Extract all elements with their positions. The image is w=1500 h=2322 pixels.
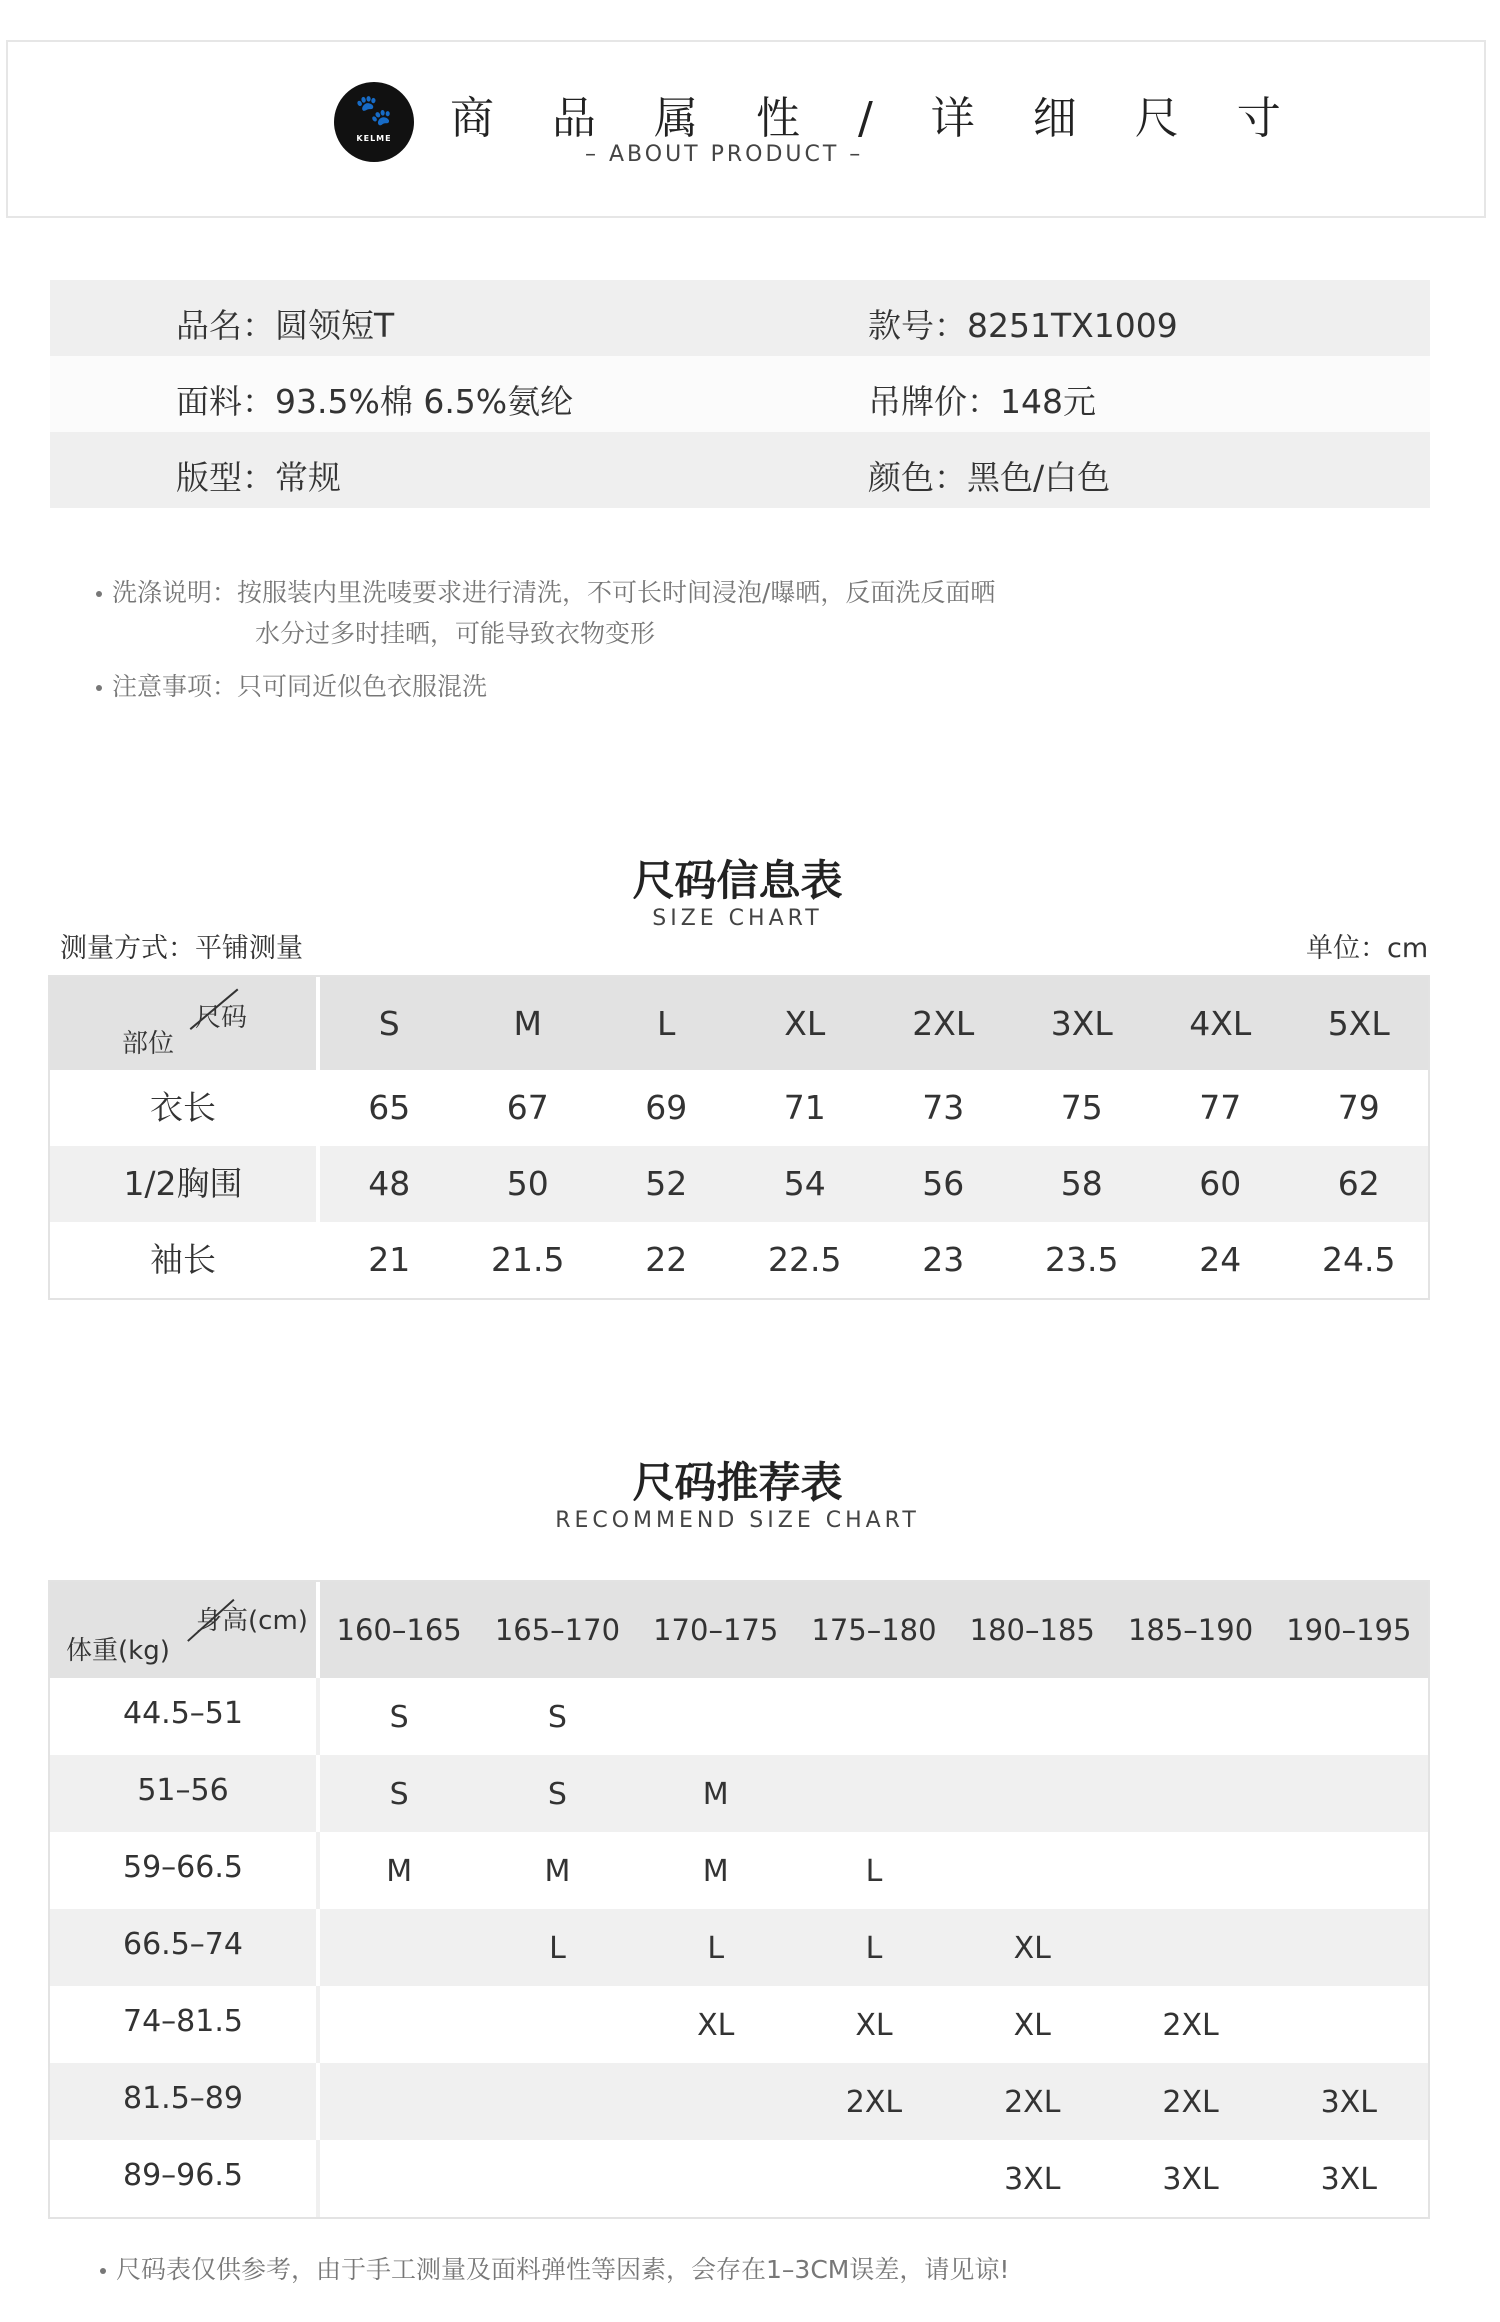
height-header: 190–195	[1286, 1613, 1412, 1647]
recommended-size-cell: S	[389, 1777, 409, 1812]
recommend-table	[48, 1580, 1430, 2219]
recommended-size-cell: 2XL	[1162, 2085, 1219, 2120]
size-value-cell: 23.5	[1045, 1240, 1119, 1279]
recommended-size-cell	[795, 1678, 953, 1755]
recommended-size-cell: L	[707, 1931, 725, 1966]
size-value-cell: 23	[922, 1240, 965, 1279]
recommended-size-cell	[320, 1986, 478, 2063]
size-value-cell: 24	[1199, 1240, 1242, 1279]
recommended-size-cell: 2XL	[1162, 2008, 1219, 2043]
attribute-price: 吊牌价：148元	[868, 382, 1096, 421]
recommended-size-cell	[320, 2063, 478, 2140]
recommended-size-cell: XL	[855, 2008, 893, 2043]
size-value-cell: 54	[783, 1164, 826, 1203]
recommended-size-cell	[637, 1678, 795, 1755]
recommend-table-row	[50, 2063, 1428, 2140]
page-subtitle: – ABOUT PRODUCT –	[585, 142, 864, 167]
recommended-size-cell: L	[865, 1931, 883, 1966]
weight-row-label: 66.5–74	[50, 1909, 320, 1986]
recommended-size-cell	[637, 2063, 795, 2140]
recommended-size-cell	[953, 1755, 1111, 1832]
recommended-size-cell: XL	[1013, 2008, 1051, 2043]
recommended-size-cell	[478, 2140, 636, 2217]
size-value-cell: 21.5	[491, 1240, 565, 1279]
wash-note	[96, 573, 995, 609]
recommended-size-cell: XL	[697, 2008, 735, 2043]
recommended-size-cell	[1111, 1832, 1269, 1909]
recommended-size-cell: 2XL	[845, 2085, 903, 2120]
bullet-icon	[96, 685, 102, 691]
size-header-5xl: 5XL	[1327, 1004, 1390, 1043]
weight-row-label: 51–56	[50, 1755, 320, 1832]
attribute-row	[50, 432, 1430, 508]
recommend-table-corner	[50, 1582, 320, 1678]
attribute-style-number: 款号：8251TX1009	[868, 306, 1178, 345]
recommended-size-cell: 3XL	[1320, 2085, 1377, 2120]
size-value-cell: 22	[645, 1240, 688, 1279]
recommended-size-cell	[1270, 1678, 1428, 1755]
page-title: 商 品 属 性 / 详 细 尺 寸	[450, 93, 1303, 144]
unit-label: 单位：cm	[1306, 933, 1429, 964]
weight-row-label: 44.5–51	[50, 1678, 320, 1755]
size-value-cell: 60	[1199, 1164, 1242, 1203]
size-value-cell: 67	[506, 1088, 549, 1127]
measure-method: 测量方式：平铺测量	[60, 933, 303, 964]
recommended-size-cell	[478, 1986, 636, 2063]
recommended-size-cell: L	[549, 1931, 566, 1966]
recommend-table-row	[50, 1909, 1428, 1986]
recommend-chart-title: 尺码推荐表	[632, 1458, 843, 1507]
recommended-size-cell	[795, 2140, 953, 2217]
size-row-label: 衣长	[50, 1070, 320, 1146]
size-value-cell: 50	[506, 1164, 549, 1203]
logo-brand-text: KELME	[356, 134, 392, 143]
size-value-cell: 56	[922, 1164, 965, 1203]
size-value-cell: 69	[645, 1088, 688, 1127]
size-row-label: 袖长	[50, 1222, 320, 1298]
size-table-row	[50, 1146, 1428, 1222]
recommend-table-header	[50, 1582, 1428, 1678]
size-value-cell: 58	[1060, 1164, 1103, 1203]
size-header-4xl: 4XL	[1189, 1004, 1252, 1043]
weight-row-label: 89–96.5	[50, 2140, 320, 2217]
recommended-size-cell: S	[547, 1700, 567, 1735]
recommended-size-cell: M	[702, 1777, 729, 1812]
size-value-cell: 77	[1199, 1088, 1242, 1127]
recommended-size-cell	[795, 1755, 953, 1832]
corner-part-label: 部位	[122, 1029, 175, 1059]
size-value-cell: 62	[1337, 1164, 1380, 1203]
size-table	[48, 975, 1430, 1300]
recommended-size-cell: M	[386, 1854, 413, 1889]
recommended-size-cell: S	[547, 1777, 567, 1812]
recommended-size-cell	[1270, 1909, 1428, 1986]
size-value-cell: 48	[368, 1164, 411, 1203]
recommended-size-cell	[637, 2140, 795, 2217]
attribute-color: 颜色：黑色/白色	[868, 458, 1111, 497]
caution-note	[96, 667, 487, 703]
size-table-corner	[50, 977, 320, 1070]
attribute-fabric: 面料：93.5%棉 6.5%氨纶	[176, 382, 574, 421]
size-header-xl: XL	[784, 1004, 826, 1043]
weight-row-label: 81.5–89	[50, 2063, 320, 2140]
size-value-cell: 79	[1337, 1088, 1380, 1127]
attribute-row	[50, 280, 1430, 356]
recommended-size-cell	[1270, 1832, 1428, 1909]
height-header: 165–170	[494, 1613, 621, 1647]
recommended-size-cell	[1111, 1909, 1269, 1986]
bullet-icon	[96, 591, 102, 597]
size-value-cell: 52	[645, 1164, 688, 1203]
size-value-cell: 71	[783, 1088, 826, 1127]
recommended-size-cell: M	[702, 1854, 729, 1889]
recommended-size-cell	[320, 2140, 478, 2217]
recommend-table-row	[50, 1755, 1428, 1832]
recommended-size-cell	[953, 1832, 1111, 1909]
recommend-chart-subtitle: RECOMMEND SIZE CHART	[555, 1508, 920, 1533]
corner-size-label: 尺码	[195, 1003, 248, 1033]
wash-note-line1: 洗涤说明：按服装内里洗唛要求进行清洗，不可长时间浸泡/曝晒，反面洗反面晒	[112, 578, 996, 607]
size-value-cell: 21	[368, 1240, 411, 1279]
attribute-fit: 版型：常规	[176, 458, 341, 497]
size-table-header	[50, 977, 1428, 1070]
footer-note-text: 尺码表仅供参考，由于手工测量及面料弹性等因素，会存在1–3CM误差，请见谅!	[116, 2255, 1010, 2284]
size-value-cell: 73	[922, 1088, 965, 1127]
size-value-cell: 75	[1060, 1088, 1103, 1127]
size-value-cell: 65	[368, 1088, 411, 1127]
recommended-size-cell: XL	[1013, 1931, 1051, 1966]
attribute-name: 品名：圆领短T	[176, 306, 395, 345]
caution-note-text: 注意事项：只可同近似色衣服混洗	[112, 672, 488, 701]
recommend-table-row	[50, 2140, 1428, 2217]
size-value-cell: 24.5	[1322, 1240, 1396, 1279]
wash-note-line2: 水分过多时挂晒，可能导致衣物变形	[255, 619, 656, 648]
recommend-table-row	[50, 1678, 1428, 1755]
size-header-s: S	[378, 1004, 400, 1043]
recommended-size-cell: 3XL	[1004, 2162, 1061, 2197]
size-table-row	[50, 1222, 1428, 1298]
height-header: 185–190	[1127, 1613, 1254, 1647]
weight-row-label: 74–81.5	[50, 1986, 320, 2063]
bullet-icon	[100, 2268, 106, 2274]
weight-row-label: 59–66.5	[50, 1832, 320, 1909]
size-header-2xl: 2XL	[912, 1004, 975, 1043]
size-chart-subtitle: SIZE CHART	[652, 906, 823, 931]
recommended-size-cell: L	[865, 1854, 883, 1889]
recommend-table-row	[50, 1832, 1428, 1909]
corner-height-label: 身高(cm)	[196, 1606, 308, 1636]
size-value-cell: 22.5	[768, 1240, 842, 1279]
height-header: 175–180	[811, 1613, 937, 1647]
size-table-row	[50, 1070, 1428, 1146]
recommended-size-cell: M	[544, 1854, 571, 1889]
recommended-size-cell	[478, 2063, 636, 2140]
height-header: 180–185	[969, 1613, 1095, 1647]
recommended-size-cell	[1111, 1678, 1269, 1755]
recommended-size-cell: 3XL	[1320, 2162, 1377, 2197]
recommended-size-cell: 2XL	[1004, 2085, 1061, 2120]
recommended-size-cell: 3XL	[1162, 2162, 1219, 2197]
attribute-row	[50, 356, 1430, 432]
brand-logo	[334, 82, 414, 162]
recommended-size-cell	[320, 1909, 478, 1986]
corner-weight-label: 体重(kg)	[66, 1636, 170, 1666]
recommend-table-row	[50, 1986, 1428, 2063]
recommended-size-cell	[1111, 1755, 1269, 1832]
footer-note	[100, 2250, 1009, 2286]
paw-icon: 🐾	[355, 93, 393, 128]
recommended-size-cell	[1270, 1755, 1428, 1832]
recommended-size-cell	[953, 1678, 1111, 1755]
size-header-3xl: 3XL	[1050, 1004, 1113, 1043]
recommended-size-cell: S	[389, 1700, 409, 1735]
size-row-label: 1/2胸围	[50, 1146, 320, 1222]
size-header-l: L	[657, 1004, 676, 1043]
size-header-m: M	[513, 1004, 542, 1043]
size-chart-title: 尺码信息表	[632, 856, 843, 905]
recommended-size-cell	[1270, 1986, 1428, 2063]
height-header: 160–165	[336, 1613, 462, 1647]
height-header: 170–175	[653, 1613, 779, 1647]
